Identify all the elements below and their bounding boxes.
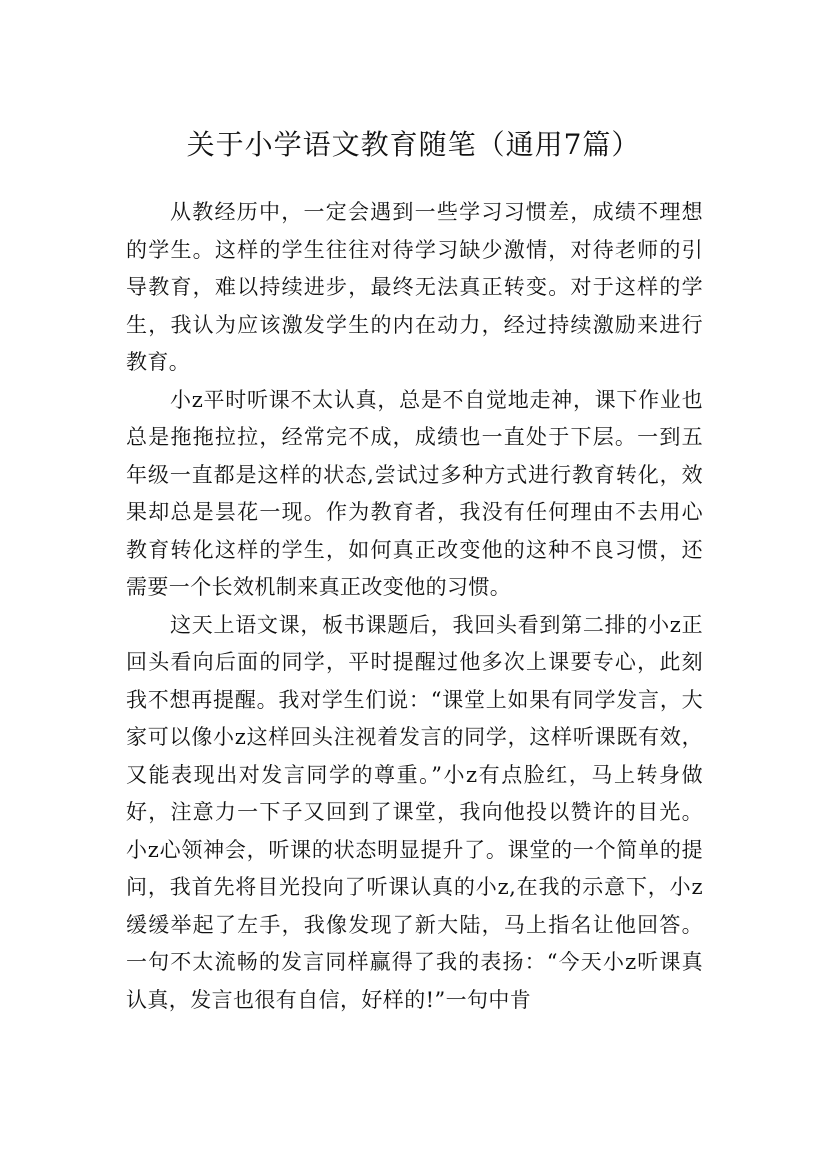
paragraph-3: 这天上语文课，板书课题后，我回头看到第二排的小z正回头看向后面的同学，平时提醒过他多次上课要专心，此刻我不想再提醒。我对学生们说：“课堂上如果有同学发言，大家可以像小z这样回头注视着发言的同学，这样听课既有效，又能表现出对发言同学的尊重。”小z有点脸红，马上转身做好，注意力一下子又回到了课堂，我向他投以赞许的目光。小z心领神会，听课的状态明显提升了。课堂的一个简单的提问，我首先将目光投向了听课认真的小z,在我的示意下，小z缓缓举起了左手，我像发现了新大陆，马上指名让他回答。一句不太流畅的发言同样赢得了我的表扬：“今天小z听课真认真，发言也很有自信，好样的!”一句中肯 <box>126 612 703 1012</box>
document-body <box>126 194 703 1019</box>
document-title: 关于小学语文教育随笔（通用7篇） <box>186 127 641 161</box>
paragraph-1: 从教经历中，一定会遇到一些学习习惯差，成绩不理想的学生。这样的学生往往对待学习缺少激情，对待老师的引导教育，难以持续进步，最终无法真正转变。对于这样的学生，我认为应该激发学生的内在动力，经过持续激励来进行教育。 <box>126 200 703 374</box>
paragraph-2: 小z平时听课不太认真，总是不自觉地走神，课下作业也总是拖拖拉拉，经常完不成，成绩也一直处于下层。一到五年级一直都是这样的状态,尝试过多种方式进行教育转化，效果却总是昙花一现。作为教育者，我没有任何理由不去用心教育转化这样的学生，如何真正改变他的这种不良习惯，还需要一个长效机制来真正改变他的习惯。 <box>126 387 703 599</box>
